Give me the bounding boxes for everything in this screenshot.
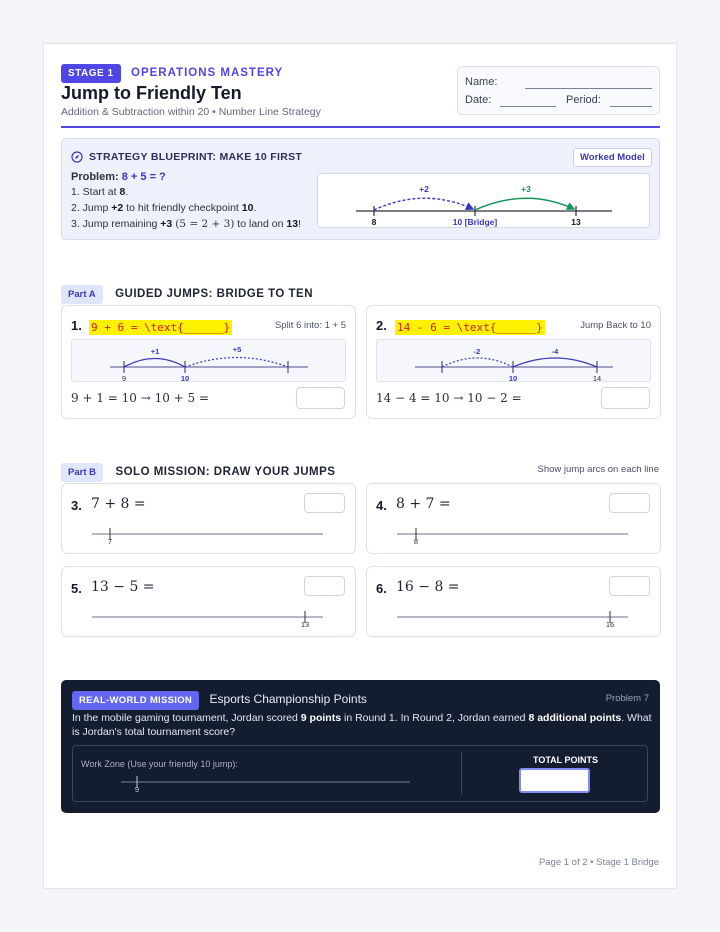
tick-label: 16 — [605, 620, 615, 629]
student-info-box — [457, 66, 660, 115]
part-b-tag: Part B — [61, 463, 103, 482]
jump-arc-2 — [185, 358, 288, 368]
mission-problem-number: Problem 7 — [605, 693, 649, 704]
mission-text: In the mobile gaming tournament, Jordan scored 9 points in Round 1. In Round 2, Jordan earned 8 additional points. What is Jordan's total tournament score? — [72, 712, 652, 738]
part-b-title: SOLO MISSION: DRAW YOUR JUMPS — [115, 466, 336, 478]
strategy-blueprint — [61, 138, 660, 240]
worksheet-page — [43, 43, 677, 889]
tick-label-start: 8 — [371, 217, 377, 227]
jump-label-1: +2 — [419, 184, 429, 194]
tick-label-14: 14 — [592, 374, 602, 383]
worked-number-line — [317, 173, 650, 228]
question-1-hint: Split 6 into: 1 + 5 — [274, 320, 346, 331]
question-2-card — [366, 305, 661, 419]
work-zone-label: Work Zone (Use your friendly 10 jump): — [81, 759, 238, 769]
question-4-number-line[interactable] — [367, 524, 662, 548]
section-kicker: OPERATIONS MASTERY — [131, 67, 284, 79]
question-2-hint: Jump Back to 10 — [580, 320, 651, 331]
question-1-number-line-svg — [72, 340, 347, 383]
question-1-number: 1. — [71, 318, 82, 333]
question-4-card — [366, 483, 661, 554]
problem-expression: 8 + 5 = ? — [121, 171, 166, 183]
question-3-number-line[interactable] — [62, 524, 357, 548]
part-b-hint: Show jump arcs on each line — [537, 464, 659, 475]
question-2-number-line — [376, 339, 651, 382]
tick-label-end: 13 — [571, 217, 581, 227]
question-4-number: 4. — [376, 498, 387, 513]
question-4-expression: 8 + 7 = — [396, 496, 451, 512]
tick-label: 7 — [107, 537, 113, 546]
tick-label-10: 10 — [180, 374, 190, 383]
tick-label-10: 10 — [508, 374, 518, 383]
total-points-answer-box[interactable] — [519, 768, 590, 793]
jump-label-1: -2 — [473, 347, 481, 356]
tick-label-mid: 10 [Bridge] — [452, 217, 498, 227]
question-2-number: 2. — [376, 318, 387, 333]
question-4-answer-box[interactable] — [609, 493, 650, 513]
question-5-expression: 13 − 5 = — [91, 579, 155, 595]
blueprint-heading: STRATEGY BLUEPRINT: MAKE 10 FIRST — [89, 151, 303, 163]
question-1-card — [61, 305, 356, 419]
problem-label: Problem: — [71, 171, 119, 183]
question-5-answer-box[interactable] — [304, 576, 345, 596]
tick-label-9: 9 — [121, 374, 127, 383]
blueprint-step-2: 2. Jump +2 to hit friendly checkpoint 10. — [71, 202, 257, 214]
question-2-work: 14 − 4 = 10 → 10 − 2 = — [376, 391, 522, 405]
date-label: Date: — [465, 94, 492, 106]
part-a-title: GUIDED JUMPS: BRIDGE TO TEN — [115, 288, 314, 300]
question-5-card — [61, 566, 356, 637]
jump-arc-1 — [442, 358, 513, 367]
question-1-work: 9 + 1 = 10 → 10 + 5 = — [71, 391, 210, 405]
blueprint-problem — [71, 171, 166, 183]
question-6-expression: 16 − 8 = — [396, 579, 460, 595]
page-subtitle: Addition & Subtraction within 20 • Number Line Strategy — [61, 106, 321, 118]
mission-title: Esports Championship Points — [209, 692, 367, 706]
stage-badge: STAGE 1 — [61, 64, 121, 83]
jump-label-2: -4 — [551, 347, 559, 356]
header-divider — [61, 126, 660, 128]
mission-badge: REAL-WORLD MISSION — [72, 691, 199, 710]
worked-number-line-svg — [318, 174, 651, 229]
jump-arc-1 — [374, 198, 473, 210]
total-points-label: TOTAL POINTS — [533, 755, 599, 765]
jump-label-1: +1 — [150, 347, 160, 356]
period-label: Period: — [566, 94, 601, 106]
jump-label-2: +3 — [521, 184, 531, 194]
blueprint-step-1: 1. Start at 8. — [71, 186, 129, 198]
jump-label-2: +5 — [232, 345, 242, 354]
tick-label: 13 — [300, 620, 310, 629]
question-3-card — [61, 483, 356, 554]
question-5-number-line[interactable] — [62, 607, 357, 631]
tick-label: 9 — [134, 785, 140, 794]
jump-arc-2 — [475, 198, 574, 210]
compass-icon — [71, 150, 83, 168]
question-6-card — [366, 566, 661, 637]
blueprint-step-3: 3. Jump remaining +3 (5 = 2 + 3) to land on 13! — [71, 218, 301, 230]
question-6-number: 6. — [376, 581, 387, 596]
tick-label: 8 — [413, 537, 419, 546]
mission-header — [72, 690, 367, 708]
mission-work-area — [72, 745, 648, 802]
worked-model-pill: Worked Model — [573, 148, 652, 167]
mission-number-line[interactable] — [73, 772, 463, 796]
part-a-header — [61, 284, 313, 302]
date-field[interactable] — [500, 106, 556, 107]
question-2-number-line-svg — [377, 340, 652, 383]
question-3-answer-box[interactable] — [304, 493, 345, 513]
period-field[interactable] — [610, 106, 652, 107]
name-label: Name: — [465, 76, 498, 88]
part-a-tag: Part A — [61, 285, 103, 304]
question-1-number-line — [71, 339, 346, 382]
page-footer: Page 1 of 2 • Stage 1 Bridge — [538, 857, 659, 868]
question-6-answer-box[interactable] — [609, 576, 650, 596]
page-title: Jump to Friendly Ten — [61, 83, 242, 103]
question-2-answer-box[interactable] — [601, 387, 650, 409]
question-1-prompt: 9 + 6 = \text{______} — [91, 321, 231, 334]
name-field[interactable] — [525, 88, 652, 89]
jump-arc-1 — [124, 359, 185, 368]
question-1-answer-box[interactable] — [296, 387, 345, 409]
work-area-divider — [461, 752, 462, 795]
question-3-expression: 7 + 8 = — [91, 496, 146, 512]
question-5-number: 5. — [71, 581, 82, 596]
question-6-number-line[interactable] — [367, 607, 662, 631]
question-3-number: 3. — [71, 498, 82, 513]
real-world-mission — [61, 680, 660, 813]
question-2-prompt: 14 - 6 = \text{______} — [397, 321, 543, 334]
part-b-header — [61, 462, 335, 480]
header-kicker-row — [61, 63, 283, 83]
jump-arc-2 — [513, 358, 597, 367]
